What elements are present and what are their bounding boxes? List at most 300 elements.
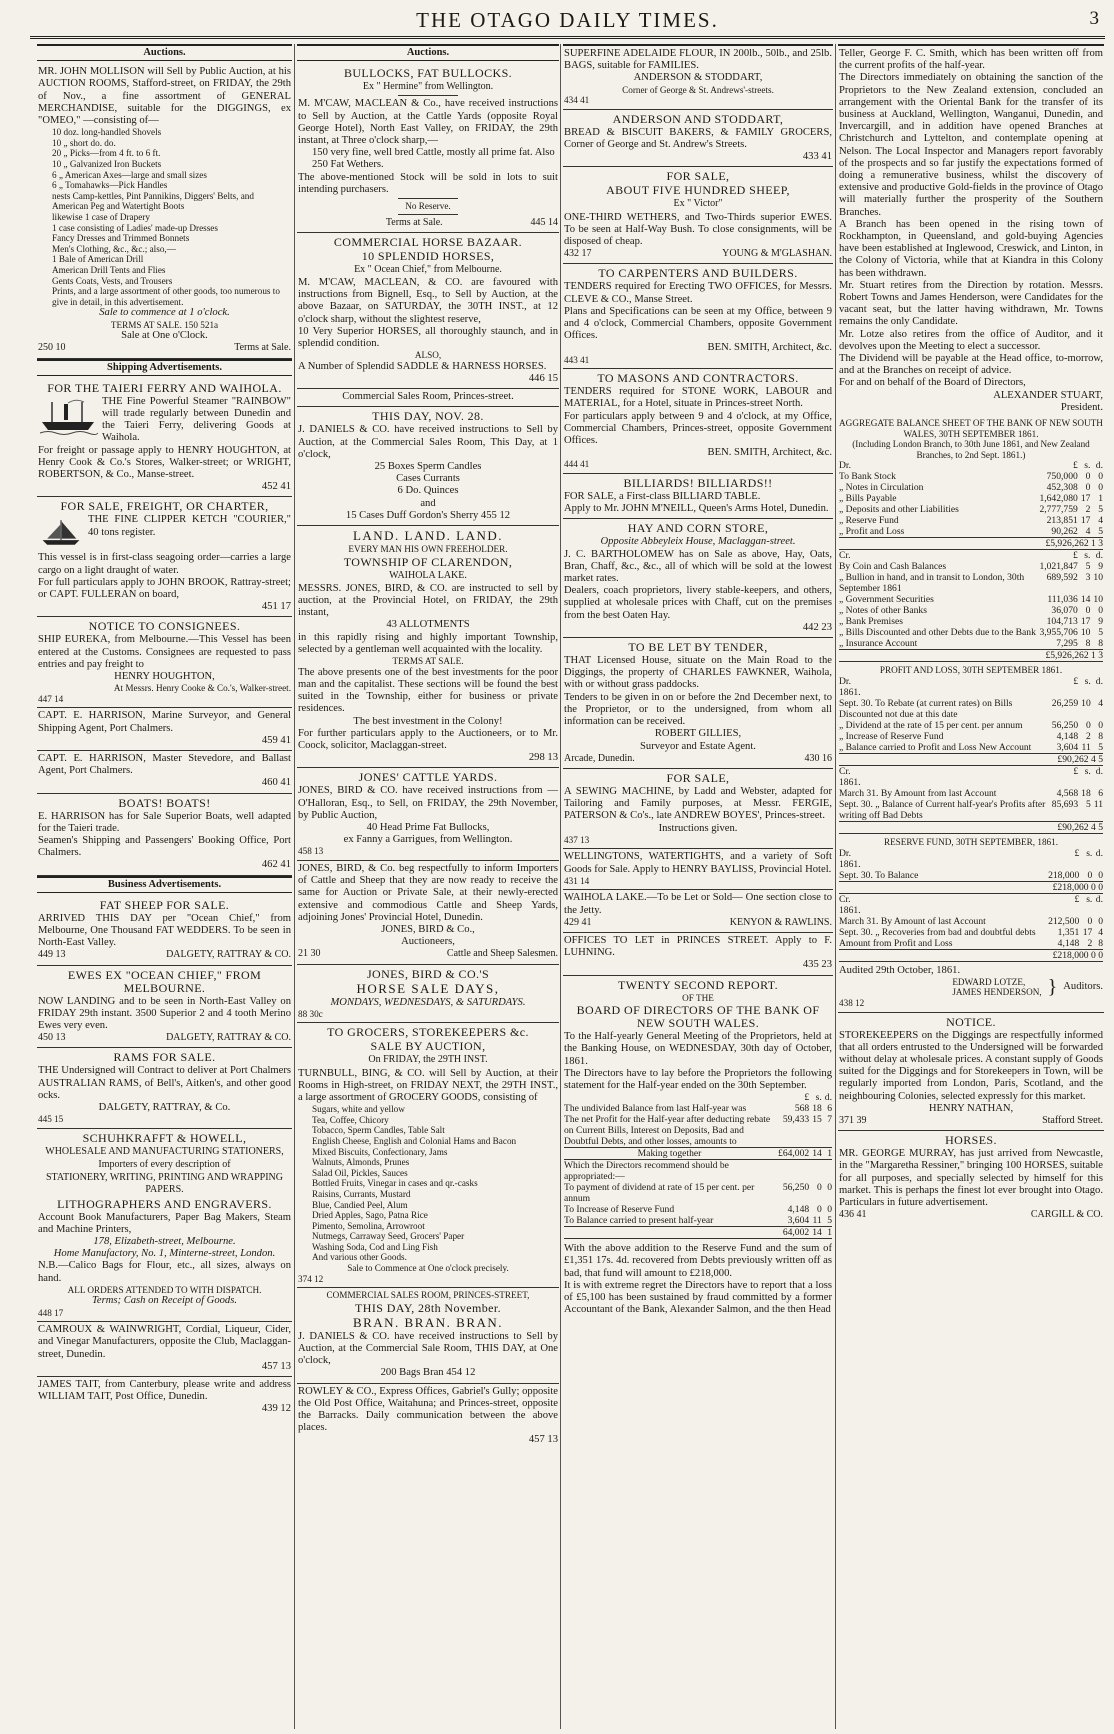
ad-text: J. C. BARTHOLOMEW has on Sale as above, Hay, Oats, Bran, Chaff, &c., &c., all of which will be sold at the lowest market rates. — [564, 548, 832, 585]
ad-billiards — [563, 474, 833, 519]
balance-sheet-subheading: (Including London Branch, to 30th June 1861, and New Zealand Branches, to 2nd Sept. 1861.) — [852, 439, 1090, 460]
ad-text-2: For freight or passage apply to HENRY HOUGHTON, at Henry Cook & Co.'s Stores, Walker-street; or WRIGHT, ROBERTSON, & Co., Manse-street. — [38, 444, 291, 480]
ad-text-2: Tenders to be given in on or before the 2nd December next, to the Proprietor, or to the undersigned, from whom all information can be received. — [564, 691, 832, 728]
ad-text: MESSRS. JONES, BIRD, & CO. are instructed to sell by auction, at the Provincial Hotel, on FRIDAY, the 29th instant, — [298, 582, 558, 619]
table-row: Amount from Profit and Loss 4,148 2 8 — [839, 937, 1103, 949]
table-row: By Coin and Cash Balances 1,021,847 5 9 — [839, 561, 1103, 573]
ad-text: M. M'CAW, MACLEAN & Co., have received instructions to Sell by Auction, at the Cattle Yards (opposite Royal George Hotel), North East Valley, on FRIDAY, the 29th instant, at Three o'clock sharp,— — [298, 98, 558, 147]
ad-jones-bird-notice — [297, 861, 559, 965]
ad-heading-2: TOWNSHIP OF CLARENDON, — [343, 554, 513, 569]
list-item: 6 „ American Axes—large and small sizes — [52, 169, 207, 180]
profit-loss-heading: PROFIT AND LOSS, 30TH SEPTEMBER 1861. — [879, 665, 1063, 676]
ad-daniels-candles — [297, 407, 559, 526]
ad-text-2: For particulars apply between 9 and 4 o'clock, at my Office, Commercial Chambers, Princes-street, opposite Government Offices. — [564, 410, 832, 447]
ad-text: J. DANIELS & CO. have received instructions to Sell by Auction, at the Commercial Sale Room, THIS DAY, at One o'clock, — [298, 1330, 558, 1367]
list-item: Nutmegs, Carraway Seed, Grocers' Paper — [312, 1231, 465, 1242]
list-item: 15 Cases Duff Gordon's Sherry 455 12 — [345, 509, 511, 521]
ad-terms: Terms; Cash on Receipt of Goods. — [92, 1295, 237, 1307]
ad-camroux-wainwright — [37, 1322, 292, 1377]
table-row: March 31. By Amount of last Account 212,500 0 0 — [839, 915, 1103, 927]
list-item: 40 Head Prime Fat Bullocks, — [366, 821, 490, 833]
ad-text: E. HARRISON has for Sale Superior Boats, well adapted for the Taieri trade. — [38, 810, 291, 834]
ad-fat-sheep — [37, 896, 292, 966]
ad-heading: BILLIARDS! BILLIARDS!! — [623, 476, 773, 491]
ad-heading: HORSES. — [945, 1133, 997, 1148]
ad-heading: TO MASONS AND CONTRACTORS. — [597, 371, 799, 386]
ad-heading: HAY AND CORN STORE, — [627, 521, 769, 536]
ad-masons — [563, 369, 833, 474]
ad-address: Stafford Street. — [1042, 1115, 1103, 1127]
table-row: „ Notes of other Banks 36,070 0 0 — [839, 605, 1103, 617]
ad-number: 451 17 — [261, 601, 291, 613]
ad-harrison-surveyor — [37, 708, 292, 751]
table-row: „ Bills Discounted and other Debts due to the Bank 3,955,706 10 5 — [839, 627, 1103, 639]
section-heading-business: Business Advertisements. — [37, 876, 292, 893]
ad-text: FOR SALE, a First-class BILLIARD TABLE. — [564, 491, 761, 503]
ad-text: NOW LANDING and to be seen in North-East Valley on FRIDAY 29th instant. 3500 Superior 2 and 4 tooth Merino Ewes very even. — [38, 995, 291, 1032]
ad-heading-2: ABOUT FIVE HUNDRED SHEEP, — [606, 183, 790, 198]
ad-text: TENDERS required for STONE WORK, LABOUR and MATERIAL, for a Hotel, situate in Princes-street North. — [564, 386, 832, 410]
ad-subheading-2: WAIHOLA LAKE. — [389, 569, 467, 581]
sale-time: Sale to commence at 1 o'clock. — [99, 307, 230, 319]
list-item: And various other Goods. — [312, 1252, 407, 1263]
list-item: 10 doz. long-handled Shovels — [52, 127, 162, 138]
ad-waihola-lake — [563, 890, 833, 933]
ad-subheading: WHOLESALE AND MANUFACTURING STATIONERS, — [45, 1145, 284, 1157]
list-item: 25 Boxes Sperm Candles — [374, 461, 482, 473]
column-4 — [838, 44, 1104, 1729]
ad-number: 371 39 — [839, 1115, 867, 1127]
ad-firm: BEN. SMITH, Architect, &c. — [707, 342, 832, 354]
ad-heading: EWES EX "OCEAN CHIEF," FROM MELBOURNE. — [67, 967, 262, 995]
list-item: nests Camp-kettles, Pint Pannikins, Diggers' Belts, and American Peg and Watertight Boots — [52, 190, 254, 212]
ad-number: 445 15 — [38, 1114, 64, 1125]
report-text: Teller, George F. C. Smith, which has been written off from the current profits of the half-year. — [839, 48, 1103, 72]
ad-number: 443 41 — [564, 354, 590, 365]
report-paragraph: Mr. Lotze also retires from the office of Auditor, and it devolves upon the Meeting to elect a successor. — [839, 328, 1103, 352]
section-heading-auctions: Auctions. — [297, 44, 559, 61]
item-list — [38, 127, 291, 307]
ad-schuhkrafft-howell — [37, 1129, 292, 1322]
ad-horse-sale-days — [297, 965, 559, 1024]
ad-firm-2: Auctioneers, — [401, 936, 455, 948]
ad-heading: LAND. LAND. LAND. — [352, 528, 504, 544]
column-2 — [297, 44, 559, 1729]
ad-number: 457 13 — [528, 1434, 558, 1446]
reserve-fund-table: Dr. £ s. d. 1861. Sept. 30. To Balance 218,000 0 0 £218,000 0 0 Cr. £ s. d. 1861. March 31. By Amount of last Account 212,500 0 0 Sept. 30. „ Recoveries from bad and doubtful debts 1,351 17 4 Amount from Profit and Loss 4,148 2 8 £218,000 0 0 — [839, 847, 1103, 961]
ad-wellingtons — [563, 849, 833, 890]
table-row: Sept. 30. To Rebate (at current rates) on Bills Discounted not due at this date 26,259 10 4 — [839, 698, 1103, 721]
list-item: English Cheese, English and Colonial Hams and Bacon — [312, 1135, 517, 1146]
no-reserve: No Reserve. — [405, 201, 451, 212]
ad-number: 435 23 — [802, 959, 832, 971]
table-row: „ Profit and Loss 90,262 4 5 — [839, 526, 1103, 538]
section-heading-auctions: Auctions. — [37, 44, 292, 61]
ad-heading-2: BRAN. BRAN. BRAN. — [352, 1314, 504, 1330]
ad-heading: FOR SALE, — [666, 169, 730, 184]
auditor-name: JAMES HENDERSON, — [952, 987, 1042, 998]
list-item: 10 „ short do. do. — [52, 137, 116, 148]
ad-adelaide-flour — [563, 44, 833, 110]
ad-number: 21 30 — [298, 948, 321, 960]
ad-subheading: Instructions given. — [658, 822, 738, 834]
table-row: To Increase of Reserve Fund 4,148 0 0 — [564, 1204, 832, 1216]
ad-firm: CARGILL & CO. — [1030, 1209, 1103, 1221]
ad-text: MR. JOHN MOLLISON will Sell by Public Auction, at his AUCTION ROOMS, Stafford-street, on FRIDAY, the 29th of Nov., a fine assortment of GENERAL MERCHANDISE, suitable for the DIGGINGS, ex "OMEO," —consisting of— — [38, 66, 291, 127]
masthead — [30, 6, 1105, 39]
ad-sewing-machine — [563, 769, 833, 849]
table-row: „ Bank Premises 104,713 17 9 — [839, 616, 1103, 628]
ad-subheading: Opposite Abbeyleix House, Maclaggan-street. — [600, 536, 796, 548]
ad-number: 459 41 — [261, 734, 291, 746]
ad-text: THE Fine Powerful Steamer "RAINBOW" will trade regularly between Dunedin and the Taieri Ferry, delivering Goods at Waihola. — [102, 395, 291, 444]
ad-location: COMMERCIAL SALES ROOM, PRINCES-STREET, — [326, 1290, 530, 1301]
table-row: „ Bills Payable 1,642,080 17 1 — [839, 493, 1103, 505]
list-item: Sugars, white and yellow — [312, 1104, 405, 1115]
ad-subheading: On FRIDAY, the 29TH INST. — [368, 1054, 488, 1066]
ad-number: 374 12 — [298, 1273, 324, 1284]
ad-text-2: in this rapidly rising and highly important Township, selected by a gentleman well acquainted with the locality. — [298, 631, 558, 655]
ad-rowley-express — [297, 1384, 559, 1450]
list-item: Raisins, Currants, Mustard — [312, 1188, 411, 1199]
table-row: March 31. By Amount from last Account 4,568 18 6 — [839, 788, 1103, 800]
ad-bullocks — [297, 64, 559, 233]
list-item: likewise 1 case of Drapery — [52, 211, 150, 222]
table-row: Sept. 30. „ Balance of Current half-year's Profits after writing off Bad Debts 85,693 5 11 — [839, 799, 1103, 822]
report-paragraph: The Dividend will be payable at the Head office, to-morrow, and at the Branches on receipt of advice. — [839, 353, 1103, 377]
ad-footer: Terms at Sale. — [234, 342, 291, 354]
list-item: 200 Bags Bran 454 12 — [380, 1367, 476, 1379]
ad-james-tait — [37, 1377, 292, 1419]
terms: TERMS AT SALE. — [392, 656, 464, 667]
ad-number: 88 30c — [298, 1008, 323, 1019]
balance-sheet-heading: AGGREGATE BALANCE SHEET OF THE BANK OF NEW SOUTH WALES, 30TH SEPTEMBER 1861. — [839, 418, 1103, 439]
table-row: Making together £64,002 14 1 — [564, 1148, 832, 1160]
ad-orders: ALL ORDERS ATTENDED TO WITH DISPATCH. — [67, 1284, 262, 1295]
list-item: Fancy Dresses and Trimmed Bonnets — [52, 233, 190, 244]
ad-text: OFFICES TO LET in PRINCES STREET. Apply to F. LUHNING. — [564, 934, 832, 959]
list-item: Prints, and a large assortment of other goods, too numerous to give in detail, in this advertisement. — [52, 286, 280, 307]
ad-offices-to-let — [563, 933, 833, 976]
ad-firm: DALGETY, RATTRAY, & Co. — [98, 1102, 231, 1114]
report-heading: TWENTY SECOND REPORT. — [617, 977, 778, 992]
ad-text: M. M'CAW, MACLEAN, & CO. are favoured with instructions from Bignell, Esq., to Sell by Auction, at the above Bazaar, on SATURDAY, the 30TH INST., at 12 o'clock sharp, without the slightest reserve, — [298, 277, 558, 325]
also: ALSO, — [414, 350, 442, 361]
ad-text: TURNBULL, BING, & CO. will Sell by Auction, at their Rooms in High-street, on FRIDAY NEXT, the 29TH INST., a large assortment of GROCERY GOODS, consisting of — [298, 1067, 558, 1103]
table-row: „ Reserve Fund 213,851 17 4 — [839, 515, 1103, 527]
ad-text-4: For further particulars apply to the Auctioneers, or to Mr. Coock, solicitor, Maclaggan-street. — [298, 727, 558, 751]
ad-text-2: Dealers, coach proprietors, livery stable-keepers, and others, supplied at wholesale prices with Chaff, cut on the premises from the best Oaten Hay. — [564, 585, 832, 621]
bank-report — [563, 976, 833, 1320]
ad-heading: RAMS FOR SALE. — [113, 1050, 216, 1065]
ad-heading: COMMERCIAL HORSE BAZAAR. — [333, 234, 523, 249]
table-row: „ Increase of Reserve Fund 4,148 2 8 — [839, 731, 1103, 743]
ad-text: CAPT. E. HARRISON, Marine Surveyor, and General Shipping Agent, Port Chalmers. — [38, 710, 291, 734]
ad-text: BREAD & BISCUIT BAKERS, & FAMILY GROCERS, Corner of George and St. Andrew's Streets. — [564, 126, 832, 150]
ad-heading: ANDERSON AND STODDART, — [612, 111, 784, 126]
sales-room-banner: Commercial Sales Room, Princes-street. — [297, 389, 559, 407]
ad-firm: ROBERT GILLIES, — [654, 728, 742, 740]
ad-firm-2: Surveyor and Estate Agent. — [640, 740, 756, 752]
ad-number: 298 13 — [528, 752, 558, 764]
ad-subheading: Ex " Ocean Chief," from Melbourne. — [354, 263, 502, 275]
ad-heading-2: SALE BY AUCTION, — [370, 1039, 486, 1054]
ad-heading: FOR SALE, FREIGHT, OR CHARTER, — [60, 499, 269, 514]
table-row: „ Balance carried to Profit and Loss New Account 3,604 11 5 — [839, 742, 1103, 754]
column-rule — [560, 44, 561, 1729]
table-row: The undivided Balance from last Half-year was 568 18 6 — [564, 1103, 832, 1115]
ad-heading-2: LITHOGRAPHERS AND ENGRAVERS. — [57, 1196, 272, 1211]
total-row: £5,926,262 1 3 — [839, 538, 1103, 550]
ad-heading: TO BE LET BY TENDER, — [628, 640, 768, 655]
total-row: £218,000 0 0 — [839, 881, 1103, 893]
ad-text-3: For full particulars apply to JOHN BROOK, Rattray-street; or CAPT. FULLERAN on board, — [38, 576, 291, 600]
column-header: d. — [824, 1092, 832, 1104]
ad-hay-corn-store — [563, 519, 833, 638]
report-paragraph: For and on behalf of the Board of Directors, — [839, 377, 1026, 389]
ad-text: THE Undersigned will Contract to deliver at Port Chalmers AUSTRALIAN RAMS, of Bell's, Aitken's, and other good ocks. — [38, 1065, 291, 1101]
list-item: ex Fanny a Garrigues, from Wellington. — [343, 834, 513, 846]
ad-text: J. DANIELS & CO. have received instructions to Sell by Auction, at the Commercial Sales Room, This Day, at 1 o'clock, — [298, 424, 558, 460]
ad-harrison-stevedore — [37, 751, 292, 794]
ad-number: 434 41 — [564, 95, 590, 106]
year-label: 1861. — [839, 687, 861, 699]
ad-text-3: A Number of Splendid SADDLE & HARNESS HORSES. — [298, 360, 547, 372]
credit-label: Cr. — [839, 550, 851, 562]
ad-heading: BOATS! BOATS! — [118, 795, 211, 810]
ad-address: Corner of George & St. Andrews'-streets. — [622, 84, 774, 95]
ad-subheading: Ex " Hermine" from Wellington. — [362, 81, 494, 93]
item-list — [298, 1104, 558, 1263]
ad-number: 449 13 — [38, 949, 66, 961]
list-item: and — [420, 497, 436, 509]
list-item: 20 „ Picks—from 4 ft. to 6 ft. — [52, 148, 161, 159]
ad-firm: YOUNG & M'GLASHAN. — [722, 248, 832, 260]
ad-subheading-2: Importers of every description of — [98, 1159, 231, 1171]
terms: TERMS AT SALE. 150 521a — [110, 319, 219, 330]
ad-heading: TO GROCERS, STOREKEEPERS &c. — [327, 1025, 529, 1040]
ad-text-2: This vessel is in first-class seagoing order—carries a large cargo on a light draught of water. — [38, 552, 291, 576]
ad-number: 444 41 — [564, 459, 590, 470]
table-row: The net Profit for the Half-year after deducting rebate on Current Bills, Interest on Deposits, Bad and Doubtful Debts, and other losses, amounts to 59,433 15 7 — [564, 1114, 832, 1148]
profit-loss-table: Dr. £ s. d. 1861. Sept. 30. To Rebate (at current rates) on Bills Discounted not due at this date 26,259 10 4 „ Dividend at the rate of 15 per cent. per annum 56,250 0 0 „ Increase of Reserve Fund 4,148 2 8 „ Balance carried to Profit and Loss New Account 3,604 11 5 £90,262 4 5 Cr. £ s. d. 1861. March 31. By Amount from last Account 4,568 18 6 Sept. 30. „ Balance of Current half-year's Profits after writing off Bad Debts 85,693 5 11 £90,262 4 5 — [839, 676, 1103, 834]
ad-heading: THIS DAY, NOV. 28. — [372, 409, 484, 424]
list-item: Bottled Fruits, Vinegar in cases and qr.-casks — [312, 1178, 478, 1189]
ad-notice-consignees — [37, 617, 292, 708]
list-item: Walnuts, Almonds, Prunes — [312, 1157, 410, 1168]
ad-subheading-3: STATIONERY, WRITING, PRINTING AND WRAPPING PAPERS. — [46, 1172, 283, 1196]
ad-heading: NOTICE. — [946, 1014, 996, 1029]
report-text-2: The Directors have to lay before the Proprietors the following statement for the Half-year ended on the 30th September. — [564, 1067, 832, 1091]
sale-time-2: Sale at One o'Clock. — [121, 330, 208, 342]
total-row: £5,926,262 1 3 — [839, 650, 1103, 662]
ad-text: MR. GEORGE MURRAY, has just arrived from Newcastle, in the "Margaretha Ressiner," bringing 100 HORSES, suitable for all purposes, and specially selected by himself for this market. This is perhaps the finest lot ever brought into Otago. Particulars in future advertisement. — [839, 1148, 1103, 1209]
ad-number: 439 12 — [261, 1403, 291, 1415]
ad-carpenters — [563, 264, 833, 369]
ad-text-2: Seamen's Shipping and Passengers' Booking Office, Port Chalmers. — [38, 834, 291, 859]
list-item: 6 Do. Quinces — [397, 485, 459, 497]
list-item: American Drill Tents and Flies — [52, 264, 166, 275]
report-paragraph: The Directors immediately on obtaining the sanction of the Proprietors to the New Zealand extension, concluded an arrangement with the Oriental Bank for the transfer of its business at Auckland, Wellington, Wanganui, Dunedin, and Invercargill, and in addition have opened Branches at Christchurch and Lyttelton, and contemplate opening at Nelson. The Local Inspector and Managers report favorably of the prospects and so far justify the expectations formed of doing a remunerative business, whilst the discovery of extensive and productive Gold-fields in the province of Otago will materially further the prosperity of the Southern Branches. — [839, 72, 1103, 218]
ad-number: 431 14 — [564, 875, 590, 886]
table-row: „ Insurance Account 7,295 8 8 — [839, 638, 1103, 650]
list-item: Men's Clothing, &c., &c.; also,— — [52, 243, 176, 254]
ad-text: JONES, BIRD, & Co. beg respectfully to inform Importers of Cattle and Sheep that they are now ready to receive the same for Auction or Private Sale, at their newly-erected extensive and commodious Cattle and Sheep Yards, adjoining Jones' Provincial Hotel, Dunedin. — [298, 862, 558, 923]
report-subheading: OF THE — [682, 992, 714, 1003]
best-investment: The best investment in the Colony! — [353, 715, 503, 727]
ad-text: JAMES TAIT, from Canterbury, please write and address WILLIAM TAIT, Post Office, Dunedin. — [38, 1379, 291, 1403]
report-signature: ALEXANDER STUART, — [993, 389, 1103, 401]
table-row: To Balance carried to present half-year 3,604 11 5 — [564, 1215, 832, 1227]
ad-text-2: Plans and Specifications can be seen at my Office, between 9 and 4 o'clock, Commercial Chambers, opposite Government Offices. — [564, 305, 832, 342]
total-row: £90,262 4 5 — [839, 822, 1103, 834]
terms: Terms at Sale. — [385, 216, 443, 228]
table-row: „ Deposits and other Liabilities 2,777,759 2 5 — [839, 504, 1103, 516]
table-row: To Bank Stock 750,000 0 0 — [839, 471, 1103, 483]
sailing-ship-icon — [38, 516, 84, 552]
ad-text: SHIP EUREKA, from Melbourne.—This Vessel has been entered at the Customs. Consignees are requested to pass entries and pay freight to — [38, 634, 291, 670]
total-row: £218,000 0 0 — [839, 949, 1103, 961]
list-item: 150 very fine, well bred Cattle, mostly all prime fat. Also — [312, 147, 555, 159]
ad-firm: ANDERSON & STODDART, — [633, 72, 763, 84]
ad-number: 437 13 — [564, 834, 590, 845]
ad-heading: BULLOCKS, FAT BULLOCKS. — [343, 66, 513, 81]
ad-text: CAMROUX & WAINWRIGHT, Cordial, Liqueur, Cider, and Vinegar Manufacturers, opposite the Club, Maclaggan-street, Dunedin. — [38, 1324, 291, 1360]
ad-text: Account Book Manufacturers, Paper Bag Makers, Steam and Machine Printers, — [38, 1211, 291, 1235]
ad-text: ARRIVED THIS DAY per "Ocean Chief," from Melbourne, One Thousand FAT WEDDERS. To be seen in North-East Valley. — [38, 912, 291, 949]
ad-jones-cattle-yards — [297, 768, 559, 861]
ad-subheading: EVERY MAN HIS OWN FREEHOLDER. — [348, 544, 508, 555]
ad-heading: FOR THE TAIERI FERRY AND WAIHOLA. — [47, 380, 282, 395]
ad-firm: HENRY NATHAN, — [928, 1102, 1014, 1114]
ad-heading: FAT SHEEP FOR SALE. — [99, 897, 230, 912]
debit-label: Dr. — [839, 460, 851, 472]
reserve-fund-heading: RESERVE FUND, 30TH SEPTEMBER, 1861. — [883, 837, 1059, 848]
list-item: Tea, Coffee, Chicory — [312, 1114, 389, 1125]
ad-number: 460 41 — [261, 777, 291, 789]
ad-text: ONE-THIRD WETHERS, and Two-Thirds superior EWES. To be seen at Half-Way Bush. To close consignments, will be disposed of cheap. — [564, 211, 832, 248]
column-rule — [294, 44, 295, 1729]
ad-sheep-sale — [563, 167, 833, 264]
column-header: £ — [804, 1092, 810, 1104]
ad-bran — [297, 1288, 559, 1383]
ad-courier-ketch — [37, 497, 292, 617]
report-text-4: It is with extreme regret the Directors have to report that a loss of £5,100 has been sustained by fraud committed by a former Accountant of the Bank, Alexander Salmon, and the then Head — [564, 1279, 832, 1316]
ad-text: ROWLEY & CO., Express Offices, Gabriel's Gully; opposite the Old Post Office, Waitahuna; and Princes-street, opposite the Barracks. Daily communication between the above places. — [298, 1385, 558, 1434]
table-row: To payment of dividend at rate of 15 per cent. per annum 56,250 0 0 — [564, 1182, 832, 1205]
ad-footer: Cattle and Sheep Salesmen. — [446, 948, 558, 960]
ad-heading: FOR SALE, — [666, 770, 730, 785]
ad-text: JONES, BIRD & CO. have received instructions from — O'Halloran, Esq., to Sell, on FRIDAY, the 29th November, by Public Auction, — [298, 785, 558, 821]
table-row: „ Notes in Circulation 452,308 0 0 — [839, 482, 1103, 494]
steamer-ship-icon — [38, 398, 98, 438]
audit-date: Audited 29th October, 1861. — [839, 964, 961, 976]
ad-text: A SEWING MACHINE, by Ladd and Webster, adapted for Tailoring and Family purposes, at Messr. FERGIE, PATERSON & Co's., late ANDREW BOYES', Princes-street. — [564, 785, 832, 822]
list-item: Blue, Candied Peel, Alum — [312, 1199, 408, 1210]
list-item: Tobacco, Sperm Candles, Table Salt — [312, 1125, 445, 1136]
section-heading-shipping: Shipping Advertisements. — [37, 359, 292, 376]
list-item: Mixed Biscuits, Confectionary, Jams — [312, 1146, 448, 1157]
column-rule — [835, 44, 836, 1729]
ad-horses-murray — [838, 1131, 1104, 1224]
list-item: Washing Soda, Cod and Ling Fish — [312, 1241, 438, 1252]
auditors-label: Auditors. — [1063, 981, 1103, 993]
ad-heading: SCHUHKRAFFT & HOWELL, — [82, 1130, 247, 1145]
list-item: 6 „ Tomahawks—Pick Handles — [52, 180, 168, 191]
report-paragraph: Mr. Stuart retires from the Direction by rotation. Messrs. Robert Towns and James Henderson, were Candidates for the vacant seat, but the latter having withdrawn, Mr. Towns remains the only Candidate. — [839, 279, 1103, 328]
ad-firm: BEN. SMITH, Architect, &c. — [707, 447, 832, 459]
ad-number: 429 41 — [564, 916, 592, 928]
report-paragraph: A Branch has been opened in the rising town of Rockhampton, in Queensland, and gold-buying Agencies have been established at Inglewood, Creswick, and Linton, in the Colony of Victoria, while that at Kiandra in this Colony has been withdrawn. — [839, 218, 1103, 279]
ad-number: 430 16 — [804, 752, 832, 764]
ad-address: At Messrs. Henry Cooke & Co.'s, Walker-street. — [113, 683, 291, 694]
bank-report-continued — [838, 44, 1104, 1013]
ad-heading: NOTICE TO CONSIGNEES. — [88, 619, 241, 634]
auditor-name: EDWARD LOTZE, — [952, 976, 1026, 987]
report-heading-2: BOARD OF DIRECTORS OF THE BANK OF NEW SOUTH WALES. — [576, 1003, 820, 1031]
ad-horse-bazaar — [297, 233, 559, 389]
ad-text-3: The above presents one of the best investments for the poor man and the capitalist. These sections will be found the best suited in the Township, either for business or private residences. — [298, 666, 558, 715]
total-row: £90,262 4 5 — [839, 754, 1103, 766]
ad-text: THE FINE CLIPPER KETCH "COURIER," 40 tons register. — [88, 514, 291, 538]
list-item: Salad Oil, Pickles, Sauces — [312, 1167, 408, 1178]
ad-address: Arcade, Dunedin. — [564, 752, 635, 764]
ad-subheading: MONDAYS, WEDNESDAYS, & SATURDAYS. — [330, 996, 526, 1008]
ad-subheading: Ex " Victor" — [673, 198, 723, 210]
list-item: 250 Fat Wethers. — [312, 159, 384, 171]
ad-clarendon-land — [297, 526, 559, 768]
ad-note: N.B.—Calico Bags for Flour, etc., all sizes, always on hand. — [38, 1260, 291, 1284]
ad-heading: TO CARPENTERS AND BUILDERS. — [598, 266, 798, 281]
ad-number: 448 17 — [38, 1307, 64, 1318]
audit-block: Audited 29th October, 1861. EDWARD LOTZE, JAMES HENDERSON, } Auditors. 438 12 — [839, 964, 1103, 1009]
balance-sheet-table: Dr. £ s. d. To Bank Stock 750,000 0 0 „ Notes in Circulation 452,308 0 0 „ Bills Payable 1,642,080 17 1 „ Deposits and other Liabilities 2,777,759 2 5 „ Reserve Fund 213,851 17 4 „ Profit and Loss 90,262 4 5 £5,926,262 1 3 Cr. £ s. d. By Coin and Cash Balances 1,021,847 5 9 „ Bullion in hand, and in transit to London, 30th September 1861 689,592 3 10 „ Government Securities 111,036 14 10 „ Notes of other Banks 36,070 0 0 „ Bank Premises 104,713 17 9 „ Bills Discounted and other Debts due to the Bank 3,955,706 10 5 „ Insurance Account 7,295 8 8 £5,926,262 1 3 — [839, 460, 1103, 662]
ad-heading: JONES' CATTLE YARDS. — [358, 770, 498, 785]
ad-heading: THIS DAY, 28th November. — [355, 1300, 501, 1315]
ad-number: 450 13 — [38, 1032, 66, 1044]
ad-ewes — [37, 966, 292, 1049]
ad-heading-2: HORSE SALE DAYS, — [356, 980, 500, 996]
report-ledger — [564, 1092, 832, 1239]
ad-number: 445 14 — [530, 216, 558, 228]
ad-text-2: Apply to Mr. JOHN M'NEILL, Queen's Arms Hotel, Dunedin. — [564, 503, 829, 515]
ad-number: 438 12 — [839, 998, 865, 1009]
ad-number: 446 15 — [528, 373, 558, 385]
ad-text: WELLINGTONS, WATERTIGHTS, and a variety of Soft Goods for Sale. Apply to HENRY BAYLISS, Provincial Hotel. — [564, 851, 832, 875]
page-number: 3 — [1089, 8, 1099, 29]
list-item: Pimento, Semolina, Arrowroot — [312, 1220, 425, 1231]
ad-number: 457 13 — [261, 1360, 291, 1372]
ad-text-2: The above-mentioned Stock will be sold in lots to suit intending purchasers. — [298, 171, 558, 195]
ad-text: THAT Licensed House, situate on the Main Road to the Diggings, the property of CHARLES FAWKNER, Waihola, with or without grass paddocks. — [564, 655, 832, 691]
ad-anderson-bakers — [563, 110, 833, 168]
ad-number: 447 14 — [38, 693, 64, 704]
list-item: Gents Coats, Vests, and Trousers — [52, 275, 173, 286]
table-row: Sept. 30. „ Recoveries from bad and doubtful debts 1,351 17 4 — [839, 926, 1103, 938]
ad-address-2: Home Manufactory, No. 1, Minterne-street, London. — [53, 1248, 276, 1260]
ad-grocery-auction — [297, 1023, 559, 1288]
ad-rams — [37, 1048, 292, 1128]
column-header: s. — [815, 1092, 822, 1104]
ad-text: STOREKEEPERS on the Diggings are respectfully informed that all orders entrusted to the Undersigned will be forwarded without delay at wholesale prices. A constant supply of Goods suited for the Diggings and for Storekeepers in Town, will be regularly imported from London, Paris, Scotland, and the neighbouring Colonies, selected expressly for this market. — [839, 1029, 1103, 1102]
ad-firm: KENYON & RAWLINS. — [729, 916, 832, 928]
ad-text-2: 10 Very Superior HORSES, all thoroughly staunch, and in splendid condition. — [298, 325, 558, 350]
column-3 — [563, 44, 833, 1729]
ad-mollison-auction — [37, 64, 292, 358]
table-row: Which the Directors recommend should be appropriated:— — [564, 1160, 729, 1183]
list-item: Cases Currants — [396, 473, 460, 485]
ad-number: 458 13 — [298, 846, 324, 857]
